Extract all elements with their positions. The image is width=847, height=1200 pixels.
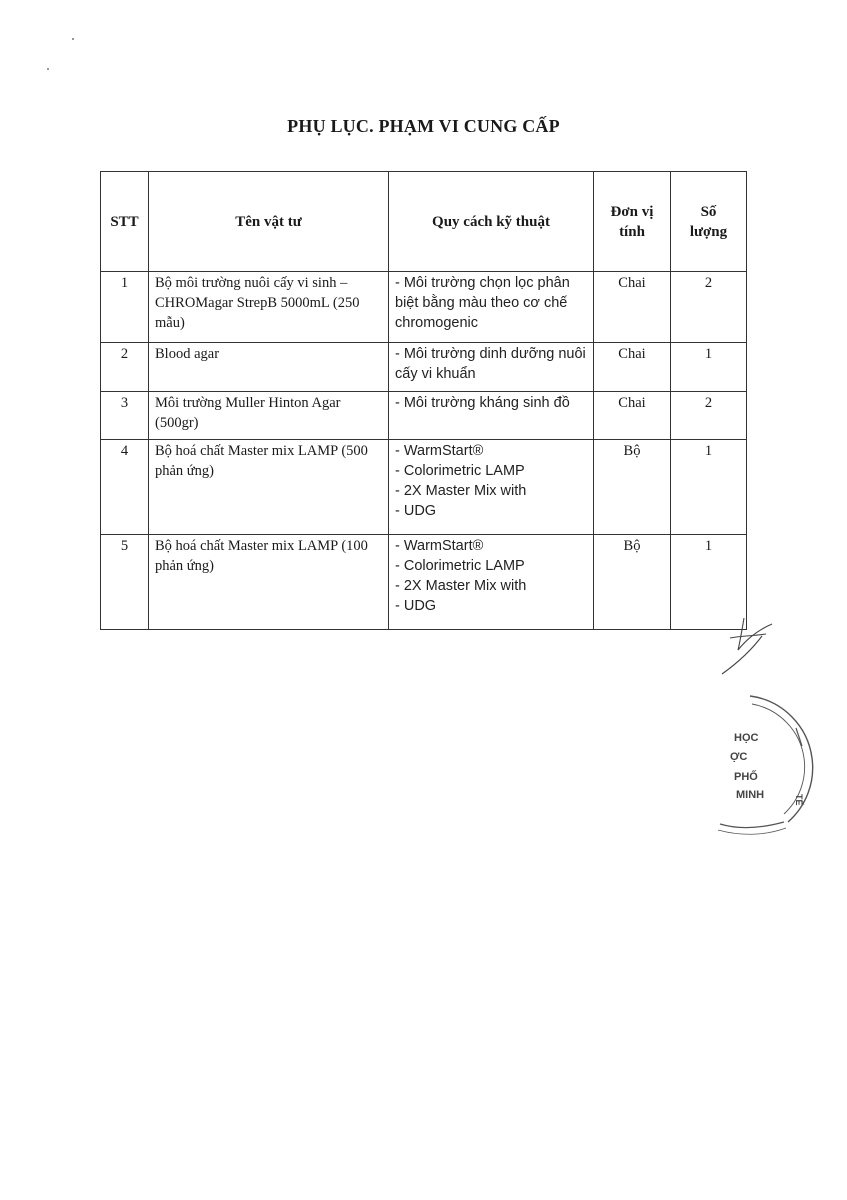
cell-unit: Chai [594, 272, 671, 343]
seal-text-2: ỢC [730, 751, 748, 763]
page-title: PHỤ LỤC. PHẠM VI CUNG CẤP [287, 116, 560, 136]
table-row [101, 535, 747, 630]
cell-item-name: Bộ hoá chất Master mix LAMP (100 phản ứng) [149, 535, 389, 630]
cell-item-name: Môi trường Muller Hinton Agar (500gr) [149, 392, 389, 440]
spec-line: - WarmStart® [395, 443, 484, 459]
cell-unit: Bộ [594, 440, 671, 535]
spec-line: - WarmStart® [395, 538, 484, 554]
table-row [101, 272, 747, 343]
cell-item-name: Blood agar [149, 343, 389, 392]
cell-item-name: Bộ hoá chất Master mix LAMP (500 phản ứng) [149, 440, 389, 535]
header-unit-line1: Đơn vị [610, 203, 654, 220]
spec-line: - Môi trường kháng sinh đồ [395, 395, 570, 411]
scan-speck [47, 68, 49, 70]
official-seal [718, 696, 813, 834]
cell-stt: 1 [101, 272, 149, 343]
table-header-row [101, 172, 747, 272]
cell-quantity: 2 [671, 272, 747, 343]
spec-line: - UDG [395, 598, 437, 614]
cell-unit: Bộ [594, 535, 671, 630]
spec-line: - Colorimetric LAMP [395, 558, 525, 574]
cell-quantity: 1 [671, 535, 747, 630]
header-item-name: Tên vật tư [149, 172, 389, 272]
signature-and-seal [700, 618, 830, 848]
header-stt: STT [101, 172, 149, 272]
cell-stt: 4 [101, 440, 149, 535]
cell-stt: 5 [101, 535, 149, 630]
cell-spec [389, 343, 594, 392]
seal-text-3: PHỐ [734, 771, 758, 783]
header-qty-line1: Số [700, 203, 717, 220]
seal-text-1: HỌC [734, 732, 759, 744]
spec-line: - 2X Master Mix with [395, 578, 527, 594]
cell-spec [389, 535, 594, 630]
cell-quantity: 1 [671, 343, 747, 392]
seal-side-text: TẾ [794, 794, 804, 806]
supply-table [100, 171, 747, 630]
scan-speck [72, 38, 74, 40]
header-quantity [671, 172, 747, 272]
spec-line: - Môi trường dinh dưỡng nuôi cấy vi khuẩn [395, 346, 586, 382]
cell-spec [389, 440, 594, 535]
cell-stt: 2 [101, 343, 149, 392]
table-row [101, 343, 747, 392]
cell-unit: Chai [594, 392, 671, 440]
spec-line: - Môi trường chọn lọc phân biệt bằng màu theo cơ chế chromogenic [395, 275, 570, 331]
header-unit [594, 172, 671, 272]
signature-mark [722, 618, 772, 674]
header-spec: Quy cách kỹ thuật [389, 172, 594, 272]
cell-unit: Chai [594, 343, 671, 392]
header-qty-line2: lượng [689, 223, 728, 240]
spec-line: - 2X Master Mix with [395, 483, 527, 499]
cell-item-name: Bộ môi trường nuôi cấy vi sinh – CHROMagar StrepB 5000mL (250 mẫu) [149, 272, 389, 343]
cell-quantity: 1 [671, 440, 747, 535]
seal-text-4: MINH [736, 789, 765, 801]
table-row [101, 440, 747, 535]
cell-quantity: 2 [671, 392, 747, 440]
cell-stt: 3 [101, 392, 149, 440]
spec-line: - Colorimetric LAMP [395, 463, 525, 479]
spec-line: - UDG [395, 503, 437, 519]
cell-spec [389, 392, 594, 440]
header-unit-line2: tính [619, 223, 645, 240]
cell-spec [389, 272, 594, 343]
table-row [101, 392, 747, 440]
